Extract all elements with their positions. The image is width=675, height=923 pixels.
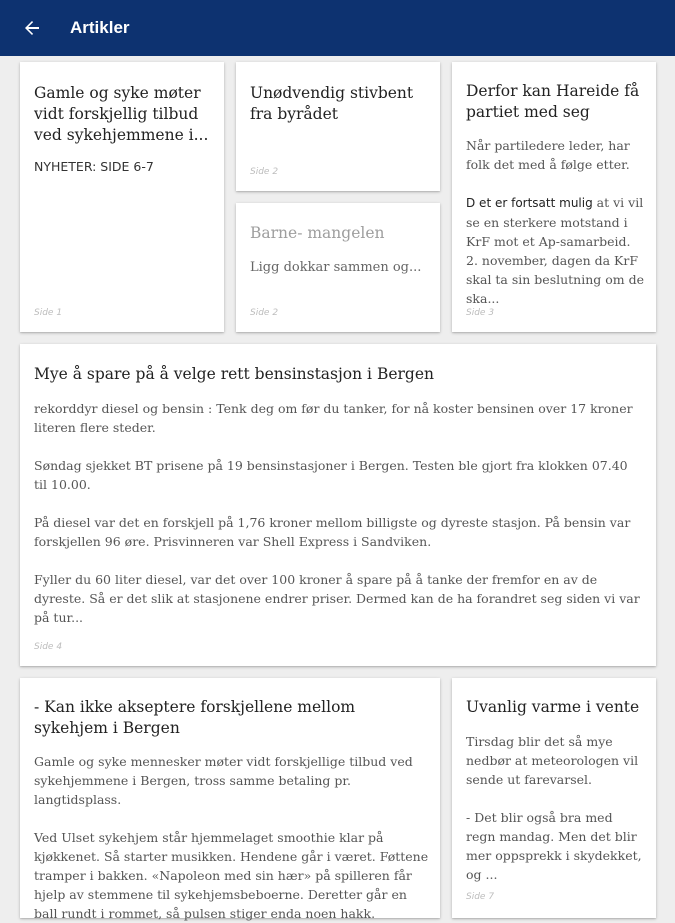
article-title: Uvanlig varme i vente xyxy=(466,698,640,716)
article-snippet: Ligg dokkar sammen og... xyxy=(250,260,422,275)
page-number: Side 4 xyxy=(34,642,63,652)
page-number: Side 7 xyxy=(466,892,495,902)
article-card[interactable] xyxy=(236,203,440,332)
article-card[interactable] xyxy=(452,678,656,918)
article-title: Barne- mangelen xyxy=(250,224,385,242)
article-paragraph: Fyller du 60 liter diesel, var det over 100 kroner å spare på å tanke der fremfor en av de dyreste. Så er det slik at stasjonene endrer priser. Dermed kan de ha forandret seg siden vi var på tur... xyxy=(34,572,640,625)
page-title: Artikler xyxy=(70,18,130,37)
back-arrow-icon[interactable] xyxy=(22,18,42,38)
article-paragraph: - Det blir også bra med regn mandag. Men det blir mer oppsprekk i skydekket, og ... xyxy=(466,810,642,882)
article-card[interactable] xyxy=(236,62,440,191)
page-number: Side 1 xyxy=(34,308,63,318)
article-body xyxy=(466,732,644,884)
article-card[interactable] xyxy=(20,678,440,921)
article-body: at vi vil se en sterkere motstand i KrF mot et Ap-samarbeid. 2. november, dagen da KrF skal ta sin beslutning om de ska... xyxy=(466,195,645,306)
article-paragraph: Gamle og syke mennesker møter vidt forskjellige tilbud ved sykehjemmene i Bergen, tross samme betaling pr. langtidsplass. xyxy=(34,754,413,807)
article-card[interactable] xyxy=(20,344,656,666)
article-card[interactable] xyxy=(452,62,656,332)
article-body xyxy=(34,399,640,627)
page-number: Side 2 xyxy=(250,167,279,177)
article-paragraph: Ved Ulset sykehjem står hjemmelaget smoothie klar på kjøkkenet. Så starter musikken. Hendene går i været. Føttene tramper i bakken. «Napoleon med sin hær» på spilleren får hjelp av stemmene til sykehjemsbeboerne. Deretter går en ball rundt i rommet, så pulsen stiger enda noen hakk. xyxy=(34,830,429,921)
article-paragraph: Tirsdag blir det så mye nedbør at meteorologen vil sende ut farevarsel. xyxy=(466,734,639,787)
article-card[interactable] xyxy=(20,62,224,332)
article-paragraph: rekorddyr diesel og bensin : Tenk deg om før du tanker, for nå koster bensinen over 17 kroner literen flere steder. xyxy=(34,401,633,435)
article-title: Gamle og syke møter vidt forskjellig tilbud ved sykehjemmene i... xyxy=(34,84,209,144)
article-title: - Kan ikke akseptere forskjellene mellom sykehjem i Bergen xyxy=(34,698,356,737)
article-section-label: NYHETER: SIDE 6-7 xyxy=(34,159,154,174)
article-title: Derfor kan Hareide få partiet med seg xyxy=(466,82,640,121)
article-paragraph: Søndag sjekket BT prisene på 19 bensinstasjoner i Bergen. Testen ble gjort fra klokken 07.40 til 10.00. xyxy=(34,458,628,492)
page-number: Side 2 xyxy=(250,308,279,318)
article-intro: Når partiledere leder, har folk det med å følge etter. xyxy=(466,138,630,172)
article-paragraph: På diesel var det en forskjell på 1,76 kroner mellom billigste og dyreste stasjon. På bensin var forskjellen 96 øre. Prisvinneren var Shell Express i Sandviken. xyxy=(34,515,631,549)
article-snippet xyxy=(466,193,646,308)
article-title: Unødvendig stivbent fra byrådet xyxy=(250,84,414,123)
article-lead: D et er fortsatt mulig xyxy=(466,196,593,210)
page-number: Side 3 xyxy=(466,308,495,318)
article-body xyxy=(34,752,430,923)
app-bar xyxy=(0,0,675,56)
article-title: Mye å spare på å velge rett bensinstasjon i Bergen xyxy=(34,365,434,383)
